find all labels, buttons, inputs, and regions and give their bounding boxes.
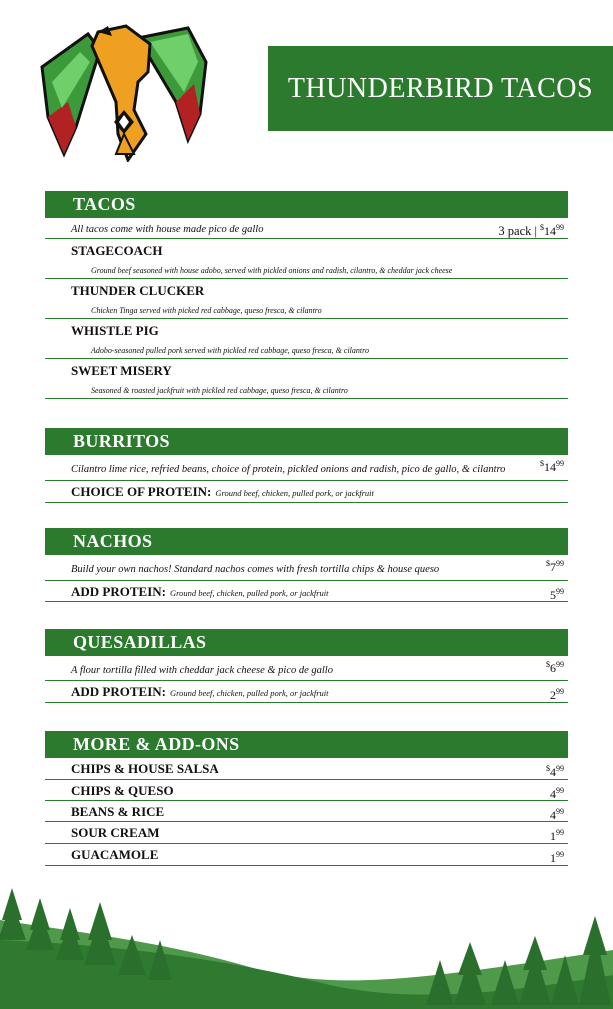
nachos-protein-row xyxy=(45,581,568,602)
thunderbird-logo xyxy=(38,22,210,162)
nachos-intro: Build your own nachos! Standard nachos comes with fresh tortilla chips & house queso xyxy=(71,564,440,575)
item-desc: Adobo-seasoned pulled pork served with pickled red cabbage, queso fresca, & cilantro xyxy=(91,346,369,355)
addon-name: CHIPS & HOUSE SALSA xyxy=(71,761,219,776)
burritos-price: $^{\$}14^{99}$ xyxy=(540,459,564,474)
protein-label: ADD PROTEIN: xyxy=(71,684,166,699)
addon-price: $1^{99}$ xyxy=(550,828,564,843)
quesadillas-intro: A flour tortilla filled with cheddar jack cheese & pico de gallo xyxy=(71,665,333,676)
addon-row xyxy=(45,801,568,822)
quesadillas-intro-row xyxy=(45,656,568,681)
addon-row xyxy=(45,780,568,801)
nachos-heading: NACHOS xyxy=(45,528,568,555)
nachos-price: $^{\$}7^{99}$ xyxy=(546,559,564,574)
menu-item xyxy=(45,279,568,319)
addon-name: GUACAMOLE xyxy=(71,847,159,862)
burritos-protein-row xyxy=(45,481,568,503)
nachos-intro-row xyxy=(45,555,568,581)
addon-price: $^{\$}4^{99}$ xyxy=(546,764,564,779)
addon-name: SOUR CREAM xyxy=(71,825,160,840)
item-name: STAGECOACH xyxy=(71,243,163,258)
addon-row xyxy=(45,844,568,866)
menu-item xyxy=(45,319,568,359)
item-desc: Chicken Tinga served with picked red cabbage, queso fresca, & cilantro xyxy=(91,306,322,315)
quesadillas-section xyxy=(45,629,568,703)
item-name: THUNDER CLUCKER xyxy=(71,283,205,298)
protein-label: CHOICE OF PROTEIN: xyxy=(71,484,212,499)
addon-price: $4^{99}$ xyxy=(550,807,564,822)
protein-price: $5^{99}$ xyxy=(550,587,564,602)
protein-price: $2^{99}$ xyxy=(550,687,564,702)
tacos-intro-row xyxy=(45,218,568,239)
menu-item xyxy=(45,239,568,279)
item-desc: Ground beef seasoned with house adobo, served with pickled onions and radish, cilantro, & cheddar jack cheese xyxy=(91,266,453,275)
addon-price: $1^{99}$ xyxy=(550,850,564,865)
item-name: SWEET MISERY xyxy=(71,363,172,378)
item-desc: Seasoned & roasted jackfruit with pickled red cabbage, queso fresca, & cilantro xyxy=(91,386,348,395)
addon-name: BEANS & RICE xyxy=(71,804,165,819)
tacos-price: 3 pack | $^{\$}14^{99}$ xyxy=(498,223,564,238)
quesadillas-protein-row xyxy=(45,681,568,703)
burritos-section xyxy=(45,428,568,503)
nachos-section xyxy=(45,528,568,602)
burritos-intro-row xyxy=(45,455,568,481)
protein-desc: Ground beef, chicken, pulled pork, or jackfruit xyxy=(169,588,329,598)
protein-desc: Ground beef, chicken, pulled pork, or jackfruit xyxy=(169,688,329,698)
burritos-intro: Cilantro lime rice, refried beans, choice of protein, pickled onions and radish, pico de gallo, & cilantro xyxy=(71,464,506,475)
tacos-heading: TACOS xyxy=(45,191,568,218)
addon-row xyxy=(45,822,568,844)
menu-item xyxy=(45,359,568,399)
quesadillas-heading: QUESADILLAS xyxy=(45,629,568,656)
item-name: WHISTLE PIG xyxy=(71,323,159,338)
tacos-section xyxy=(45,191,568,399)
quesadillas-price: $^{\$}6^{99}$ xyxy=(546,660,564,675)
addon-price: $4^{99}$ xyxy=(550,786,564,801)
tacos-intro: All tacos come with house made pico de gallo xyxy=(71,224,264,235)
restaurant-title: THUNDERBIRD TACOS xyxy=(268,46,613,131)
addon-name: CHIPS & QUESO xyxy=(71,783,174,798)
protein-label: ADD PROTEIN: xyxy=(71,584,166,599)
more-heading: MORE & ADD-ONS xyxy=(45,731,568,758)
addon-row xyxy=(45,758,568,780)
forest-hills-decoration xyxy=(0,880,613,1009)
more-section xyxy=(45,731,568,866)
protein-desc: Ground beef, chicken, pulled pork, or jackfruit xyxy=(215,488,374,498)
burritos-heading: BURRITOS xyxy=(45,428,568,455)
